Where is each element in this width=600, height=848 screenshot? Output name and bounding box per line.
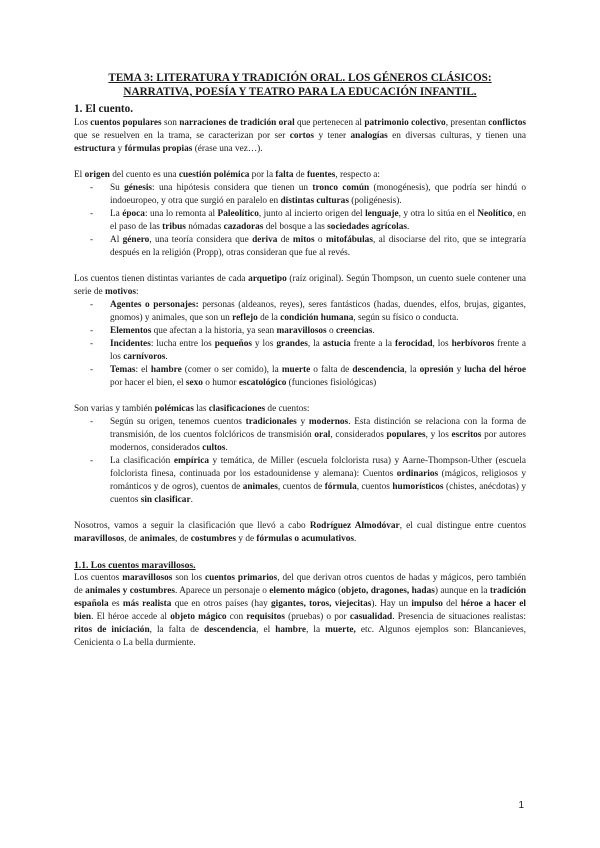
text-run: La clasificación: [110, 456, 174, 466]
text-run: :: [135, 287, 139, 297]
title-line-1: TEMA 3: LITERATURA Y TRADICIÓN ORAL. LOS GÉNEROS CLÁSICOS:: [108, 72, 492, 84]
bold-text: descendencia: [204, 625, 257, 635]
bold-text: populares: [386, 430, 426, 440]
text-run: (: [335, 586, 342, 596]
text-run: : una hipótesis considera que tienen un: [152, 183, 313, 193]
bold-text: mitos: [292, 235, 315, 245]
bold-text: cortos: [289, 131, 315, 141]
bold-text: Temas: [110, 365, 136, 375]
bold-text: humorísticos: [392, 482, 444, 492]
bold-text: fuentes: [306, 170, 336, 180]
text-run: o humor: [202, 378, 239, 388]
paragraph-variants: [74, 273, 526, 299]
bold-text: casualidad: [349, 612, 393, 622]
bold-text: héroe a hacer el bien: [74, 599, 526, 622]
bold-text: mitofábulas: [325, 235, 373, 245]
page-number: 1: [518, 800, 524, 811]
bold-text: escatológico: [238, 378, 287, 388]
bold-text: tradición española: [74, 586, 527, 609]
list-item: [74, 338, 526, 364]
bold-text: impulso: [411, 599, 443, 609]
text-run: , una teoría considera que: [149, 235, 253, 245]
bold-text: maravillosos: [122, 573, 173, 583]
text-run: y de: [236, 534, 257, 544]
text-run: , los: [432, 339, 452, 349]
bold-text: cultos: [202, 443, 226, 453]
text-run: y: [296, 417, 309, 427]
text-run: de: [293, 170, 307, 180]
text-run: . Aparece un personaje o: [175, 586, 270, 596]
text-run: .: [165, 352, 168, 362]
text-run: es: [108, 599, 123, 609]
bold-text: cuentos populares: [90, 118, 162, 128]
bold-text: género: [122, 235, 150, 245]
bold-text: polémicas: [154, 404, 194, 414]
bold-text: costumbres: [190, 534, 237, 544]
bold-text: fórmula: [324, 482, 357, 492]
bold-text: tribus: [162, 222, 186, 232]
text-run: .: [372, 326, 375, 336]
text-run: (comer o ser comido), la: [181, 365, 282, 375]
text-run: (chistes, anécdotas) y cuentos: [110, 482, 526, 505]
text-run: del: [442, 599, 461, 609]
bold-text: astucia: [322, 339, 351, 349]
bold-text: hambre: [275, 625, 307, 635]
bold-text: sociedades agrícolas: [327, 222, 407, 232]
text-run: .: [225, 443, 228, 453]
text-run: y temática, de Miller (escuela folclorista rusa) y Aarne-Thompson-Uther (escuela folclorista finesa, continuada por los estadounidense y alemana): Cuentos: [110, 456, 526, 479]
text-run: , de: [174, 534, 191, 544]
bold-text: lucha del héroe: [464, 365, 526, 375]
text-run: con: [226, 612, 247, 622]
bold-text: modernos: [308, 417, 349, 427]
text-run: (poligénesis).: [348, 196, 402, 206]
text-run: o: [326, 326, 336, 336]
bold-text: opresión: [419, 365, 454, 375]
text-run: por hacer el bien, el: [110, 378, 186, 388]
text-run: , de: [124, 534, 140, 544]
text-run: son los: [172, 573, 206, 583]
text-run: personas (aldeanos, reyes), seres fantásticos (hadas, duendes, elfos, brujas, gigantes, gnomos) y animales, que son un: [110, 300, 526, 323]
bold-text: origen: [84, 170, 110, 180]
text-run: que en otros países (hay: [171, 599, 272, 609]
bold-text: conflictos: [488, 118, 526, 128]
text-run: por autores modernos, considerados: [110, 430, 527, 453]
paragraph-intro: [74, 117, 526, 156]
bold-text: pequeños: [214, 339, 252, 349]
text-run: y: [115, 144, 125, 154]
bold-text: analogías: [350, 131, 388, 141]
text-run: , cuentos: [356, 482, 393, 492]
text-run: . Esta distinción se relaciona con la forma de transmisión, de los cuentos folclóricos de transmisión: [110, 417, 526, 440]
text-run: Los: [74, 118, 91, 128]
bold-text: patrimonio colectivo: [364, 118, 446, 128]
paragraph-almodovar: [74, 520, 526, 546]
text-run: . El héroe accede al: [91, 612, 171, 622]
subsection-heading: 1.1. Los cuentos maravillosos.: [74, 560, 196, 571]
text-run: o falta de: [310, 365, 353, 375]
text-run: La: [110, 209, 123, 219]
text-run: del cuento es una: [109, 170, 179, 180]
bold-text: grandes: [276, 339, 308, 349]
bold-text: deriva: [252, 235, 278, 245]
text-run: (raíz original). Según Thompson, un cuento suele contener una serie de: [74, 274, 526, 297]
text-run: : una lo remonta al: [144, 209, 218, 219]
text-run: que se resuelven en la trama, se caracterizan por ser: [74, 131, 290, 141]
bold-text: objeto, dragones, hadas: [341, 586, 435, 596]
text-run: Son varias y también: [74, 404, 155, 414]
bold-text: requisitos: [246, 612, 285, 622]
text-run: , respecto a:: [335, 170, 380, 180]
text-run: (monogénesis), que podría ser hindú o indoeuropeo, y otra que surgió en paralelo en: [110, 183, 526, 206]
paragraph-classifications: [74, 403, 526, 416]
origin-list: [74, 182, 526, 260]
bold-text: animales: [242, 482, 278, 492]
list-item: [74, 182, 526, 208]
text-run: , al disociarse del rito, que se integraría después en la religión (Propp), otras consideran que fue al revés.: [110, 235, 527, 258]
bold-text: herbívoros: [451, 339, 495, 349]
list-item: [74, 455, 526, 507]
bold-text: cuentos primarios: [205, 573, 278, 583]
text-run: las: [193, 404, 209, 414]
bold-text: Agentes o personajes:: [110, 300, 199, 310]
bold-text: fórmulas propias: [124, 144, 193, 154]
bold-text: ritos de iniciación: [74, 625, 150, 635]
text-run: , el cual distingue entre cuentos: [399, 521, 526, 531]
bold-text: objeto mágico: [170, 612, 227, 622]
bold-text: falta: [275, 170, 294, 180]
text-run: y los: [251, 339, 277, 349]
text-run: Los cuentos: [74, 573, 123, 583]
bold-text: empírica: [173, 456, 209, 466]
bold-text: tradicionales: [245, 417, 297, 427]
text-run: .: [354, 534, 357, 544]
bold-text: gigantes, toros, viejecitas: [271, 599, 372, 609]
text-run: , la: [307, 339, 323, 349]
bold-text: sexo: [185, 378, 203, 388]
text-run: , considerados: [330, 430, 387, 440]
text-run: y tener: [314, 131, 351, 141]
text-run: que pertenecen al: [294, 118, 365, 128]
list-item: [74, 364, 526, 390]
list-item: [74, 416, 526, 455]
classification-list: [74, 416, 526, 507]
text-run: , presentan: [445, 118, 489, 128]
text-run: (pruebas) o por: [284, 612, 350, 622]
paragraph-maravillosos: [74, 572, 526, 650]
bold-text: Neolítico: [477, 209, 513, 219]
bold-text: ordinarios: [396, 469, 439, 479]
text-run: , según su físico o conducta.: [353, 313, 459, 323]
text-run: (mágicos, religiosos y románticos y de ogros), cuentos de: [110, 469, 526, 492]
text-run: , el: [256, 625, 276, 635]
text-run: Al: [110, 235, 123, 245]
text-run: . Presencia de situaciones realistas:: [392, 612, 527, 622]
list-item: [74, 325, 526, 338]
list-item: [74, 234, 526, 260]
bold-text: lenguaje: [365, 209, 399, 219]
text-run: nómadas: [185, 222, 224, 232]
text-run: , y otra lo sitúa en el: [398, 209, 478, 219]
bold-text: maravillosos: [276, 326, 327, 336]
bold-text: reflejo: [232, 313, 258, 323]
bold-text: Elementos: [110, 326, 152, 336]
text-run: .: [406, 222, 410, 232]
text-run: etc. Algunos ejemplos son: Blancanieves, Cenicienta o La bella durmiente.: [74, 625, 527, 648]
text-run: son: [161, 118, 180, 128]
text-run: : el: [135, 365, 151, 375]
text-run: (érase una vez…).: [192, 144, 263, 154]
bold-text: sin clasificar: [140, 495, 191, 505]
text-run: frente a la: [350, 339, 395, 349]
text-run: de la: [257, 313, 281, 323]
text-run: por la: [249, 170, 276, 180]
bold-text: muerte,: [325, 625, 356, 635]
list-item: [74, 208, 526, 234]
bold-text: cuestión polémica: [178, 170, 250, 180]
title-line-2: NARRATIVA, POESÍA Y TEATRO PARA LA EDUCACIÓN INFANTIL.: [123, 86, 477, 98]
text-run: Su: [110, 183, 125, 193]
text-run: ). Hay un: [371, 599, 412, 609]
text-run: , y los: [425, 430, 452, 440]
page-content: [74, 71, 526, 650]
bold-text: ferocidad: [394, 339, 433, 349]
text-run: , la: [306, 625, 326, 635]
bold-text: Paleolítico: [217, 209, 259, 219]
bold-text: creencias: [335, 326, 373, 336]
bold-text: oral: [314, 430, 331, 440]
bold-text: carnívoros: [123, 352, 166, 362]
bold-text: descendencia: [352, 365, 405, 375]
text-run: frente a los: [110, 339, 526, 362]
text-run: Según su origen, tenemos cuentos: [110, 417, 246, 427]
list-item: [74, 299, 526, 325]
text-run: o: [314, 235, 326, 245]
bold-text: Rodríguez Almodóvar: [309, 521, 400, 531]
bold-text: fórmulas o acumulativos: [256, 534, 355, 544]
text-run: , en el paso de las: [110, 209, 526, 232]
text-run: y: [453, 365, 465, 375]
section-heading: 1. El cuento.: [74, 103, 134, 115]
bold-text: escritos: [451, 430, 482, 440]
text-run: en diversas culturas, y tienen una: [387, 131, 527, 141]
text-run: , junto al incierto origen del: [258, 209, 366, 219]
bold-text: génesis: [124, 183, 153, 193]
bold-text: narraciones de tradición oral: [179, 118, 295, 128]
bold-text: cazadoras: [223, 222, 264, 232]
text-run: del bosque a las: [263, 222, 328, 232]
text-run: de cuentos:: [265, 404, 310, 414]
bold-text: época: [122, 209, 145, 219]
text-run: de: [277, 235, 293, 245]
bold-text: condición humana: [280, 313, 354, 323]
bold-text: maravillosos: [74, 534, 125, 544]
text-run: : lucha entre los: [150, 339, 215, 349]
bold-text: muerte: [281, 365, 311, 375]
bold-text: tronco común: [312, 183, 370, 193]
text-run: El: [74, 170, 85, 180]
motif-list: [74, 299, 526, 390]
bold-text: más realista: [122, 599, 172, 609]
document-title: [74, 71, 526, 99]
text-run: ) aunque en la: [434, 586, 490, 596]
paragraph-origin: [74, 169, 526, 182]
bold-text: arquetipo: [248, 274, 287, 284]
text-run: , cuentos de: [277, 482, 325, 492]
bold-text: distintas culturas: [280, 196, 349, 206]
text-run: Los cuentos tienen distintas variantes de cada: [74, 274, 249, 284]
bold-text: hambre: [150, 365, 182, 375]
text-run: , del que derivan otros cuentos de hadas y mágicos, pero también de: [74, 573, 527, 596]
text-run: .: [190, 495, 193, 505]
bold-text: animales y costumbres: [85, 586, 175, 596]
bold-text: elemento mágico: [269, 586, 336, 596]
bold-text: clasificaciones: [208, 404, 266, 414]
text-run: que afectan a la historia, ya sean: [151, 326, 277, 336]
bold-text: estructura: [74, 144, 116, 154]
text-run: , la: [404, 365, 420, 375]
text-run: , la falta de: [149, 625, 204, 635]
text-run: (funciones fisiológicas): [286, 378, 377, 388]
text-run: Nosotros, vamos a seguir la clasificación que llevó a cabo: [74, 521, 310, 531]
bold-text: animales: [139, 534, 175, 544]
bold-text: Incidentes: [110, 339, 151, 349]
bold-text: motivos: [104, 287, 136, 297]
